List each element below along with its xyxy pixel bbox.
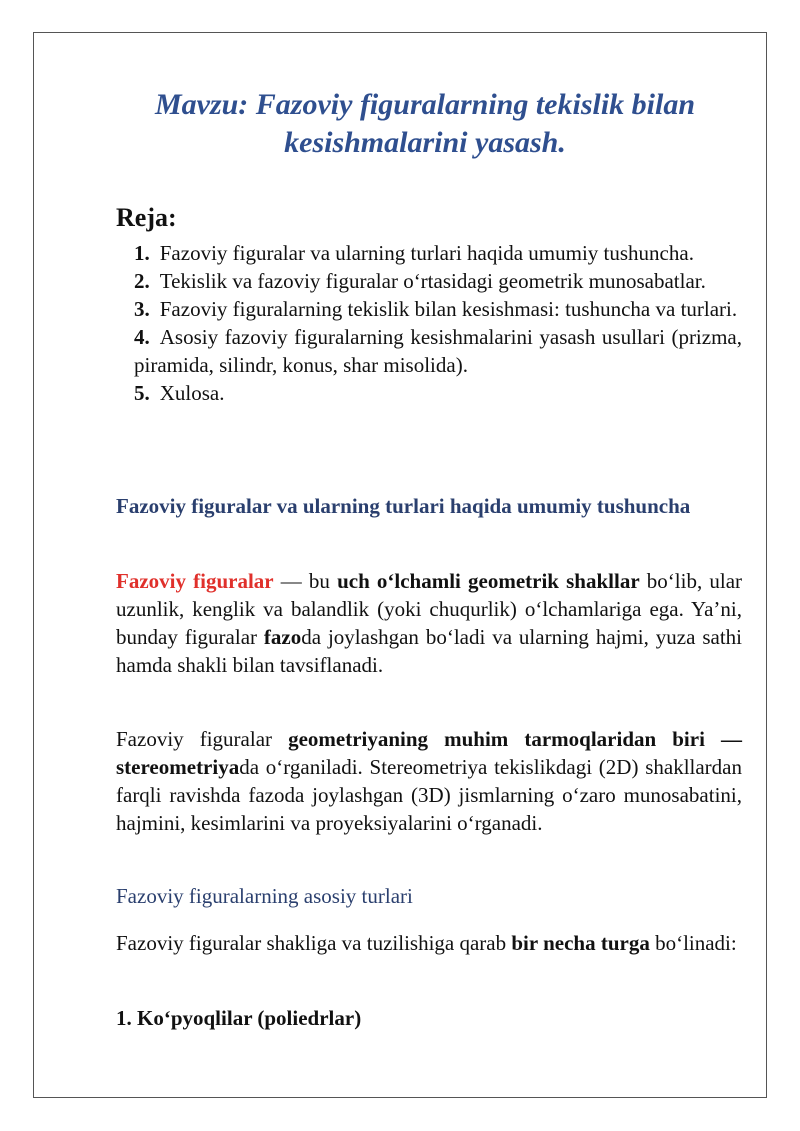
paragraph-definition [116,567,742,679]
plan-item-number: 1. [134,241,150,265]
plan-item-number: 4. [134,325,150,349]
plan-list [134,239,742,407]
text-run: Fazoviy figuralar shakliga va tuzilishiga qarab [116,931,512,955]
bold-run: fazo [263,625,302,649]
bold-run: geometriyaning muhim tarmoqlaridan biri — stereometriya [116,727,742,779]
plan-item-text: Tekislik va fazoviy figuralar o‘rtasidagi geometrik munosabatlar. [159,269,706,293]
document-title [80,86,770,162]
text-run: Fazoviy figuralar [116,727,289,751]
bold-run: uch o‘lchamli geometrik shakllar [337,569,640,593]
polyhedra-heading: 1. Ko‘pyoqlilar (poliedrlar) [116,1006,362,1030]
plan-item [134,267,742,295]
plan-item-text: Asosiy fazoviy figuralarning kesishmalarini yasash usullari (prizma, piramida, silindr, konus, shar misolida). [134,325,742,377]
plan-item-text: Fazoviy figuralarning tekislik bilan kesishmasi: tushuncha va turlari. [159,297,738,321]
title-line-1: Mavzu: Fazoviy figuralarning tekislik bilan [154,88,696,121]
bold-run: bir necha turga [511,931,650,955]
section-heading: Fazoviy figuralar va ularning turlari haqida umumiy tushuncha [116,494,691,518]
text-run: bo‘linadi: [649,931,737,955]
section-subheading: Fazoviy figuralarning asosiy turlari [116,884,413,908]
plan-item-text: Xulosa. [159,381,225,405]
plan-item-number: 2. [134,269,150,293]
plan-item-number: 5. [134,381,150,405]
highlighted-term: Fazoviy figuralar [116,569,274,593]
plan-item [134,379,742,407]
plan-item [134,323,742,379]
plan-item [134,239,742,267]
plan-item-text: Fazoviy figuralar va ularning turlari haqida umumiy tushuncha. [159,241,694,265]
text-run: — bu [273,569,338,593]
text-run: da joylashgan bo‘ladi va ularning hajmi, yuza sathi hamda shakli bilan tavsiflanadi. [116,625,742,677]
plan-item [134,295,742,323]
text-run: da o‘rganiladi. Stereometriya tekislikdagi (2D) shakllardan farqli ravishda fazoda joylashgan (3D) jismlarning o‘zaro munosabatini, hajmini, kesimlarini va proyeksiyalarini o‘rganadi. [116,755,742,835]
text-run: bo‘lib, ular uzunlik, kenglik va balandlik (yoki chuqurlik) o‘lchamlariga ega. Ya’ni, bunday figuralar [116,569,743,649]
plan-heading: Reja: [116,203,177,232]
paragraph-types [116,929,742,957]
plan-item-number: 3. [134,297,150,321]
title-line-2: kesishmalarini yasash. [284,126,566,159]
paragraph-stereometry [116,725,742,837]
